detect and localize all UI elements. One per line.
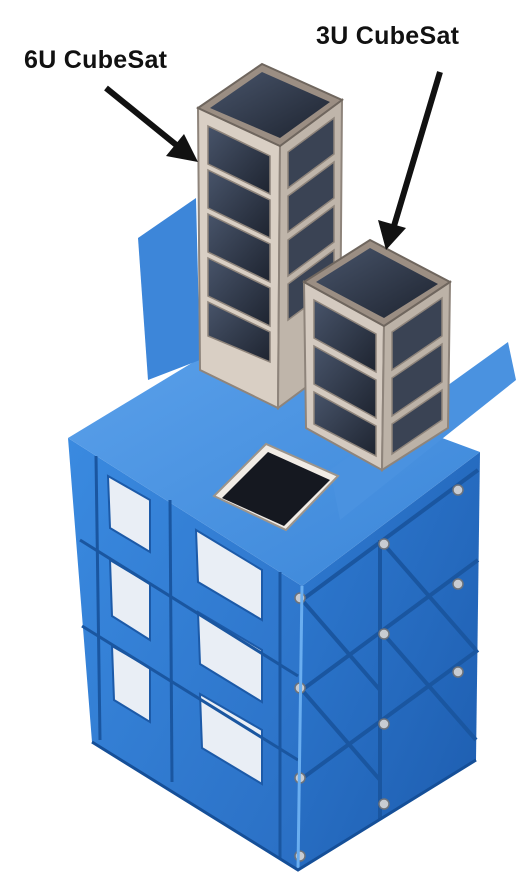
arrow-6u (106, 88, 198, 162)
label-6u-cubesat: 6U CubeSat (24, 46, 168, 74)
deployer-open-door-left (138, 198, 200, 380)
label-3u-cubesat: 3U CubeSat (316, 22, 460, 50)
arrow-3u (378, 72, 440, 250)
cubesat-3u (304, 240, 450, 470)
